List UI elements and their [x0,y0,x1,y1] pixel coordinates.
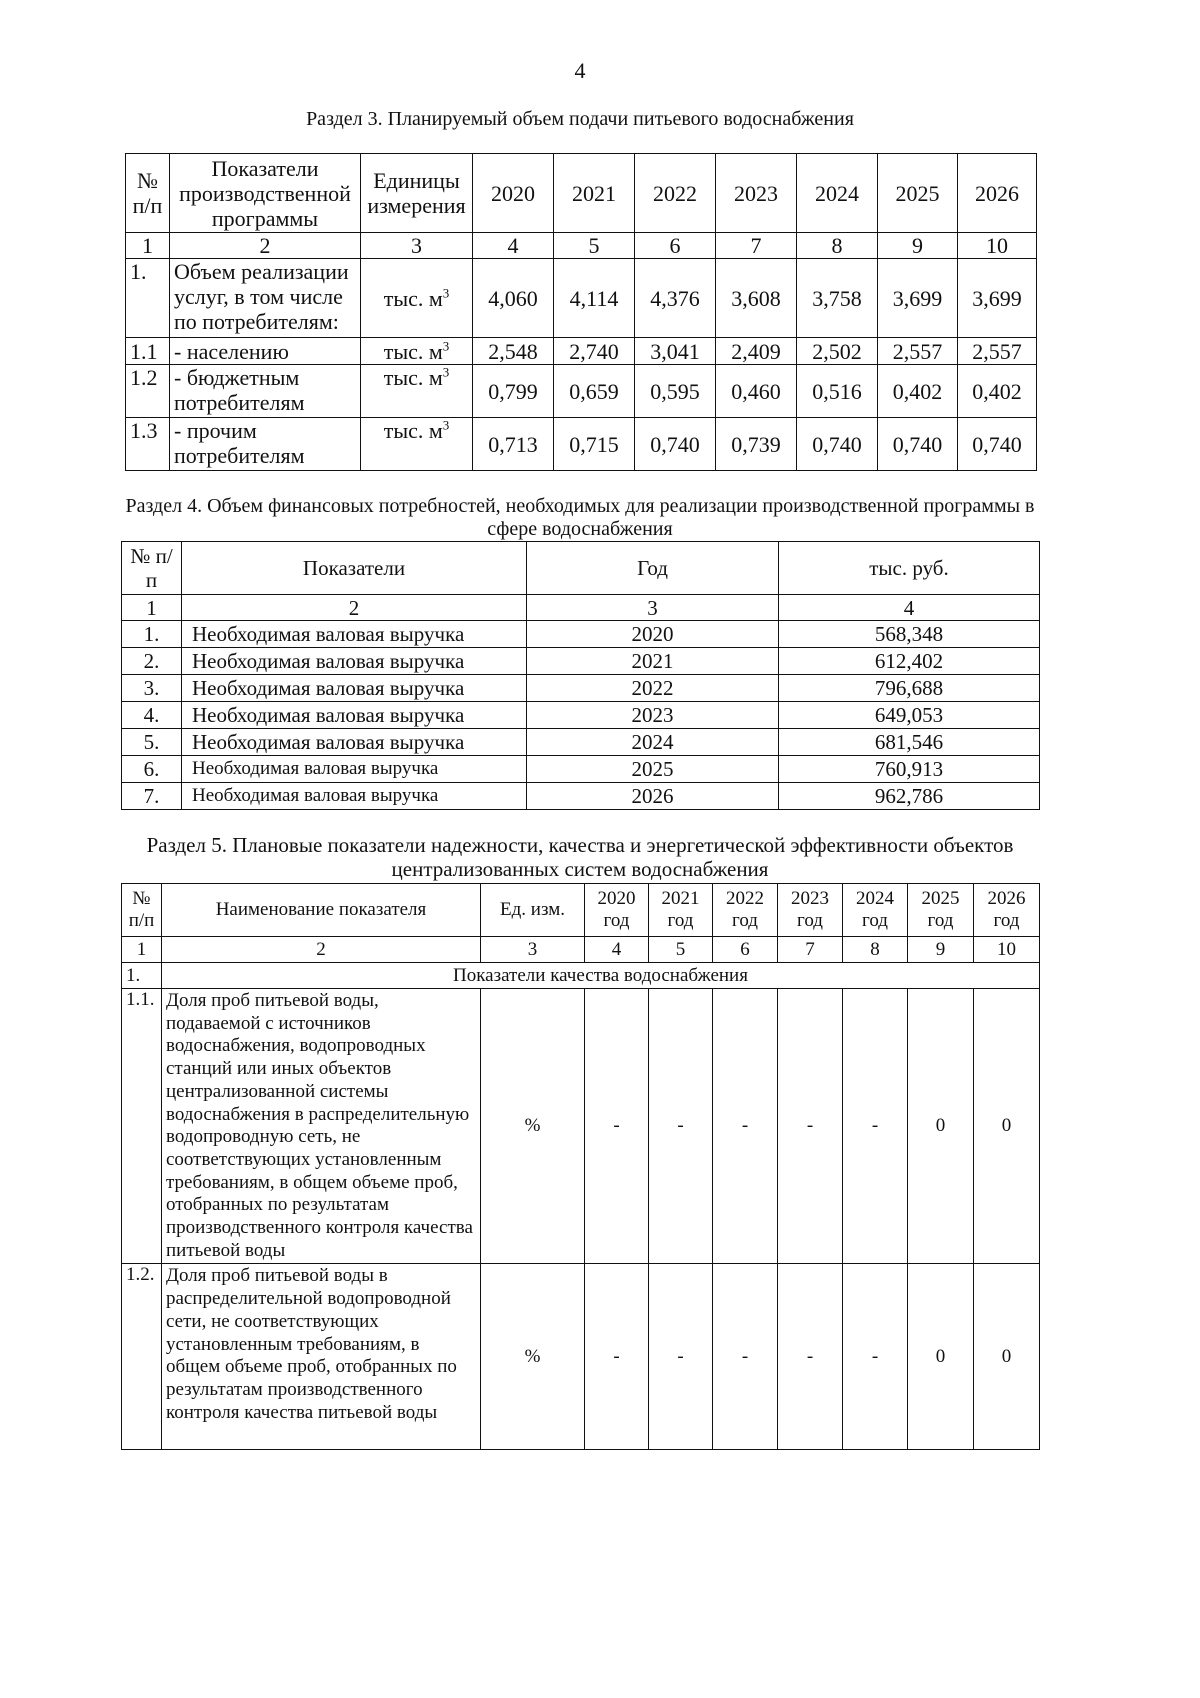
value-cell: 0,740 [878,418,958,471]
value-cell: 3,041 [635,338,716,365]
table-row [122,756,1040,783]
value-cell: 0,402 [878,365,958,418]
unit-cell [361,338,473,365]
year-cell: 2025 [527,756,779,783]
header-cell: 2025 год [908,884,974,937]
colnum-cell: 6 [635,233,716,259]
unit-prefix: тыс. м [383,338,443,364]
header-cell: 2023 [716,154,797,233]
year-cell: 2024 [527,729,779,756]
section5-title: Раздел 5. Плановые показатели надежности, качества и энергетической эффективности объектов централизованных систем водоснабжения [146,833,1014,881]
row-name: Доля проб питьевой воды, подаваемой с источников водоснабжения, водопроводных станций или иных объектов централизованной системы водоснабжения в распределительную водопроводную сеть, не соответствующих установленным требованиям, в общем объеме проб, отобранных по результатам производственного контроля качества питьевой воды [162,989,481,1264]
colnum-cell: 9 [878,233,958,259]
value-cell: 2,548 [473,338,554,365]
colnum-cell: 1 [122,937,162,963]
colnum-cell: 4 [585,937,649,963]
row-name: Необходимая валовая выручка [182,702,527,729]
value-cell: 0 [974,989,1040,1264]
row-number: 1.1. [122,989,162,1264]
value-cell: 0,740 [797,418,878,471]
unit-power: 3 [442,417,450,433]
row-number: 6. [122,756,182,783]
colnum-cell: 4 [473,233,554,259]
table-row [122,783,1040,810]
colnum-cell: 2 [182,595,527,621]
page-number: 4 [574,58,586,83]
header-cell: 2021 [554,154,635,233]
header-cell: 2025 [878,154,958,233]
header-cell: 2020 год [585,884,649,937]
unit-power: 3 [442,285,450,301]
colnum-cell: 1 [122,595,182,621]
header-cell: 2024 год [843,884,908,937]
value-cell: 0,739 [716,418,797,471]
value-cell: - [585,989,649,1264]
unit-cell: % [481,1264,585,1450]
colnum-cell: 7 [778,937,843,963]
value-cell: 4,060 [473,259,554,338]
row-name: Необходимая валовая выручка [182,783,527,810]
row-name: Необходимая валовая выручка [182,756,527,783]
unit-cell [361,418,473,471]
row-number: 1.1 [126,338,170,365]
row-name: - прочим потребителям [170,418,361,471]
colnum-cell: 5 [554,233,635,259]
section5-table [121,883,1040,1450]
value-cell: 0,402 [958,365,1037,418]
section3-header-row [126,154,1037,233]
table-row [122,621,1040,648]
header-cell: № п/п [126,154,170,233]
value-cell: - [585,1264,649,1450]
colnum-cell: 3 [481,937,585,963]
value-cell: 2,740 [554,338,635,365]
section3-table [125,153,1037,471]
header-cell: Наименование показателя [162,884,481,937]
colnum-cell: 2 [162,937,481,963]
row-name: - населению [170,338,361,365]
colnum-cell: 2 [170,233,361,259]
header-cell: Показатели [182,542,527,595]
row-number: 1.2. [122,1264,162,1450]
row-number: 3. [122,675,182,702]
header-cell: 2022 [635,154,716,233]
table-row [122,729,1040,756]
colnum-cell: 1 [126,233,170,259]
header-cell: 2022 год [713,884,778,937]
row-number: 1. [126,259,170,338]
header-cell: Показатели производственной программы [170,154,361,233]
table-row [126,418,1037,471]
header-cell: Год [527,542,779,595]
group-title: Показатели качества водоснабжения [162,963,1040,989]
value-cell: 4,114 [554,259,635,338]
unit-prefix: тыс. м [383,418,443,443]
value-cell: 4,376 [635,259,716,338]
value-cell: 649,053 [779,702,1040,729]
colnum-cell: 3 [527,595,779,621]
value-cell: 681,546 [779,729,1040,756]
colnum-cell: 3 [361,233,473,259]
value-cell: 0 [908,1264,974,1450]
row-number: 7. [122,783,182,810]
row-number: 2. [122,648,182,675]
header-cell: № п/п [122,542,182,595]
table-row [122,989,1040,1264]
year-cell: 2026 [527,783,779,810]
year-cell: 2021 [527,648,779,675]
value-cell: - [713,1264,778,1450]
header-cell: Единицы измерения [361,154,473,233]
row-number: 4. [122,702,182,729]
value-cell: 3,699 [878,259,958,338]
value-cell: 0,659 [554,365,635,418]
value-cell: - [649,1264,713,1450]
colnum-cell: 8 [843,937,908,963]
unit-power: 3 [442,338,450,354]
section4-header-row [122,542,1040,595]
value-cell: - [843,989,908,1264]
row-number: 1. [122,621,182,648]
value-cell: 2,502 [797,338,878,365]
row-name: Объем реализации услуг, в том числе по потребителям: [170,259,361,338]
colnum-cell: 10 [958,233,1037,259]
value-cell: 0,595 [635,365,716,418]
unit-cell: % [481,989,585,1264]
table-row [122,1264,1040,1450]
unit-prefix: тыс. м [383,365,443,390]
unit-power: 3 [442,364,450,380]
year-cell: 2023 [527,702,779,729]
value-cell: - [843,1264,908,1450]
colnum-cell: 7 [716,233,797,259]
section4-table [121,541,1040,810]
value-cell: 568,348 [779,621,1040,648]
section3-title: Раздел 3. Планируемый объем подачи питьевого водоснабжения [306,108,854,130]
colnum-cell: 8 [797,233,878,259]
table-row [122,675,1040,702]
header-cell: 2020 [473,154,554,233]
value-cell: - [649,989,713,1264]
section4-title: Раздел 4. Объем финансовых потребностей, необходимых для реализации производственной программы в сфере водоснабжения [125,495,1035,540]
value-cell: 962,786 [779,783,1040,810]
table-row [122,648,1040,675]
value-cell: 0,799 [473,365,554,418]
value-cell: 3,699 [958,259,1037,338]
row-name: - бюджетным потребителям [170,365,361,418]
section5-header-row [122,884,1040,937]
value-cell: 0,715 [554,418,635,471]
value-cell: 3,758 [797,259,878,338]
value-cell: 612,402 [779,648,1040,675]
value-cell: - [713,989,778,1264]
section5-group-row [122,963,1040,989]
value-cell: 0,460 [716,365,797,418]
year-cell: 2022 [527,675,779,702]
header-cell: 2026 [958,154,1037,233]
group-number: 1. [122,963,162,989]
table-row [122,702,1040,729]
value-cell: 2,557 [958,338,1037,365]
table-row [126,365,1037,418]
table-row [126,259,1037,338]
value-cell: - [778,1264,843,1450]
row-number: 1.3 [126,418,170,471]
value-cell: - [778,989,843,1264]
table-row [126,338,1037,365]
row-name: Необходимая валовая выручка [182,729,527,756]
section5-colnum-row [122,937,1040,963]
header-cell: № п/п [122,884,162,937]
section3-colnum-row [126,233,1037,259]
header-cell: 2021 год [649,884,713,937]
value-cell: 2,409 [716,338,797,365]
row-number: 5. [122,729,182,756]
unit-cell [361,365,473,418]
colnum-cell: 6 [713,937,778,963]
value-cell: 0,516 [797,365,878,418]
colnum-cell: 4 [779,595,1040,621]
colnum-cell: 10 [974,937,1040,963]
section4-colnum-row [122,595,1040,621]
row-name: Необходимая валовая выручка [182,675,527,702]
header-cell: 2023 год [778,884,843,937]
value-cell: 0,713 [473,418,554,471]
colnum-cell: 5 [649,937,713,963]
header-cell: 2024 [797,154,878,233]
value-cell: 3,608 [716,259,797,338]
value-cell: 0,740 [958,418,1037,471]
row-name: Необходимая валовая выручка [182,621,527,648]
header-cell: 2026 год [974,884,1040,937]
value-cell: 0,740 [635,418,716,471]
row-number: 1.2 [126,365,170,418]
value-cell: 0 [974,1264,1040,1450]
value-cell: 760,913 [779,756,1040,783]
header-cell: Ед. изм. [481,884,585,937]
header-cell: тыс. руб. [779,542,1040,595]
value-cell: 796,688 [779,675,1040,702]
colnum-cell: 9 [908,937,974,963]
row-name: Необходимая валовая выручка [182,648,527,675]
row-name: Доля проб питьевой воды в распределительной водопроводной сети, не соответствующих установленным требованиям, в общем объеме проб, отобранных по результатам производственного контроля качества питьевой воды [162,1264,481,1450]
unit-prefix: тыс. м [383,285,443,311]
year-cell: 2020 [527,621,779,648]
value-cell: 0 [908,989,974,1264]
value-cell: 2,557 [878,338,958,365]
unit-cell [361,259,473,338]
